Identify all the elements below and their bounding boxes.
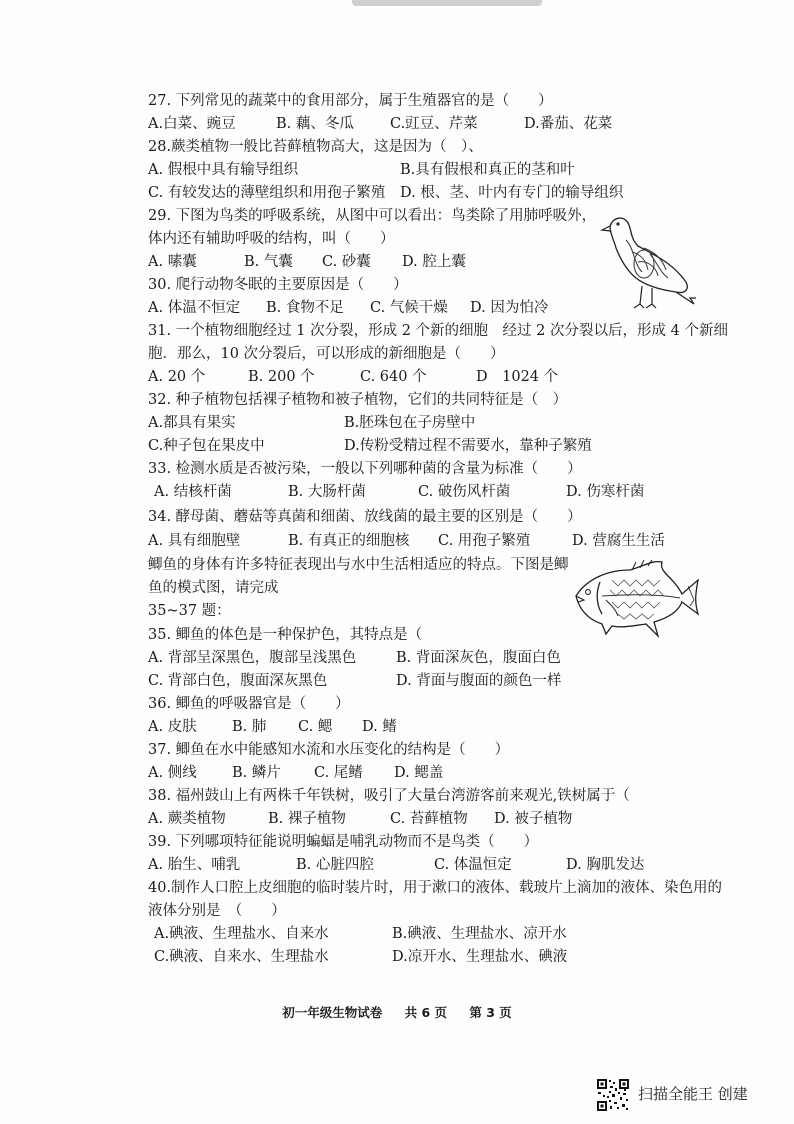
q28-stem: 28.蕨类植物一般比苔藓植物高大，这是因为（ ）、 (148, 139, 483, 155)
q37-option-d: D. 鳃盖 (394, 765, 444, 781)
q39-option-a: A. 胎生、哺乳 (148, 857, 241, 873)
q29-option-b: B. 气囊 (244, 254, 293, 270)
q28-option-a: A. 假根中具有输导组织 (148, 162, 299, 178)
q31-stem-line2: 胞．那么，10 次分裂后，可以形成的新细胞是（ ） (148, 346, 505, 362)
fish-intro-line1: 鲫鱼的身体有许多特征表现出与水中生活相适应的特点。下图是鲫 (148, 557, 569, 573)
q30-option-b: B. 食物不足 (266, 300, 344, 316)
q33-option-a: A. 结核杆菌 (154, 484, 232, 500)
q36-option-c: C. 鳃 (298, 719, 333, 735)
q40-option-a: A.碘液、生理盐水、自来水 (154, 926, 329, 942)
q33-stem: 33. 检测水质是否被污染，一般以下列哪种菌的含量为标准（ ） (148, 461, 582, 477)
q35-option-c: C. 背部白色，腹面深灰黑色 (148, 673, 328, 689)
q31-option-a: A. 20 个 (148, 369, 206, 385)
q30-option-c: C. 气候干燥 (370, 300, 448, 316)
q40-stem-line1: 40.制作人口腔上皮细胞的临时装片时，用于漱口的液体、载玻片上滴加的液体、染色用的 (148, 880, 723, 896)
q33-option-c: C. 破伤风杆菌 (418, 484, 511, 500)
q38-stem: 38. 福州鼓山上有两株千年铁树，吸引了大量台湾游客前来观光,铁树属于（ (148, 788, 630, 804)
q27-option-b: B. 藕、冬瓜 (276, 116, 354, 132)
q36-option-b: B. 肺 (232, 719, 267, 735)
footer-page-number: 第 3 页 (469, 1005, 512, 1020)
q34-stem: 34. 酵母菌、蘑菇等真菌和细菌、放线菌的最主要的区别是（ ） (148, 509, 582, 525)
q28-option-d: D. 根、茎、叶内有专门的输导组织 (400, 185, 624, 201)
q32-option-d: D.传粉受精过程不需要水，靠种子繁殖 (344, 438, 592, 454)
q29-option-a: A. 嗉囊 (148, 254, 197, 270)
q37-option-c: C. 尾鳍 (314, 765, 363, 781)
q34-option-d: D. 营腐生生活 (572, 533, 665, 549)
fish-intro-line2: 鱼的模式图，请完成 (148, 580, 279, 596)
q27-option-c: C.豇豆、芹菜 (390, 116, 478, 132)
q32-option-c: C.种子包在果皮中 (148, 438, 265, 454)
q35-option-d: D. 背面与腹面的颜色一样 (396, 673, 562, 689)
q30-option-d: D. 因为怕冷 (470, 300, 549, 316)
footer-exam-title: 初一年级生物试卷 (282, 1005, 383, 1020)
scan-edge-mark (352, 0, 542, 6)
crucian-carp-figure (572, 556, 704, 644)
q31-option-d: D 1024 个 (476, 369, 559, 385)
q31-option-b: B. 200 个 (248, 369, 315, 385)
q35-option-a: A. 背部呈深黑色，腹部呈浅黑色 (148, 650, 357, 666)
q30-option-a: A. 体温不恒定 (148, 300, 241, 316)
q28-option-b: B.具有假根和真正的茎和叶 (400, 162, 575, 178)
q33-option-b: B. 大肠杆菌 (288, 484, 366, 500)
q29-stem-line1: 29. 下图为鸟类的呼吸系统，从图中可以看出：鸟类除了用肺呼吸外， (148, 208, 597, 224)
q38-option-d: D. 被子植物 (494, 811, 573, 827)
q34-option-a: A. 具有细胞壁 (148, 533, 241, 549)
q34-option-c: C. 用孢子繁殖 (438, 533, 531, 549)
pigeon-respiratory-system-figure (598, 208, 698, 312)
qr-code-icon (596, 1078, 630, 1112)
q27-option-d: D.番茄、花菜 (524, 116, 613, 132)
q37-option-b: B. 鳞片 (232, 765, 281, 781)
q29-stem-line2: 体内还有辅助呼吸的结构，叫（ ） (148, 231, 395, 247)
q39-option-b: B. 心脏四腔 (296, 857, 374, 873)
q30-stem: 30. 爬行动物冬眠的主要原因是（ ） (148, 277, 408, 293)
q35-stem: 35. 鲫鱼的体色是一种保护色，其特点是（ (148, 627, 423, 643)
footer-total-pages: 共 6 页 (404, 1005, 447, 1020)
q33-option-d: D. 伤寒杆菌 (566, 484, 645, 500)
q32-stem: 32. 种子植物包括裸子植物和被子植物，它们的共同特征是（ ） (148, 392, 568, 408)
q38-option-c: C. 苔藓植物 (390, 811, 468, 827)
q28-option-c: C. 有较发达的薄壁组织和用孢子繁殖 (148, 185, 386, 201)
q27-option-a: A.白菜、豌豆 (148, 116, 236, 132)
q29-option-c: C. 砂囊 (322, 254, 371, 270)
q29-option-d: D. 腔上囊 (402, 254, 466, 270)
q39-option-d: D. 胸肌发达 (566, 857, 645, 873)
q31-option-c: C. 640 个 (360, 369, 427, 385)
q37-stem: 37. 鲫鱼在水中能感知水流和水压变化的结构是（ ） (148, 742, 510, 758)
scanner-watermark-text: 扫描全能王 创建 (638, 1085, 748, 1103)
fish-intro-line3: 35~37 题： (148, 603, 231, 619)
q40-option-c: C.碘液、自来水、生理盐水 (154, 949, 329, 965)
q38-option-b: B. 裸子植物 (268, 811, 346, 827)
q40-stem-line2: 液体分别是 （ ） (148, 903, 286, 919)
q32-option-a: A.都具有果实 (148, 415, 236, 431)
q34-option-b: B. 有真正的细胞核 (288, 533, 410, 549)
q38-option-a: A. 蕨类植物 (148, 811, 226, 827)
q27-stem: 27. 下列常见的蔬菜中的食用部分，属于生殖器官的是（ ） (148, 93, 553, 109)
q39-option-c: C. 体温恒定 (434, 857, 512, 873)
q40-option-b: B.碘液、生理盐水、凉开水 (392, 926, 567, 942)
q39-stem: 39. 下列哪项特征能说明蝙蝠是哺乳动物而不是鸟类（ ） (148, 834, 539, 850)
q35-option-b: B. 背面深灰色，腹面白色 (396, 650, 561, 666)
page-footer (0, 1003, 794, 1021)
q40-option-d: D.凉开水、生理盐水、碘液 (392, 949, 568, 965)
q36-option-d: D. 鳍 (362, 719, 397, 735)
q36-stem: 36. 鲫鱼的呼吸器官是（ ） (148, 696, 350, 712)
q36-option-a: A. 皮肤 (148, 719, 197, 735)
q31-stem-line1: 31. 一个植物细胞经过 1 次分裂，形成 2 个新的细胞 经过 2 次分裂以后，形成 4 个新细 (148, 323, 728, 339)
q37-option-a: A. 侧线 (148, 765, 197, 781)
q32-option-b: B.胚珠包在子房壁中 (344, 415, 476, 431)
